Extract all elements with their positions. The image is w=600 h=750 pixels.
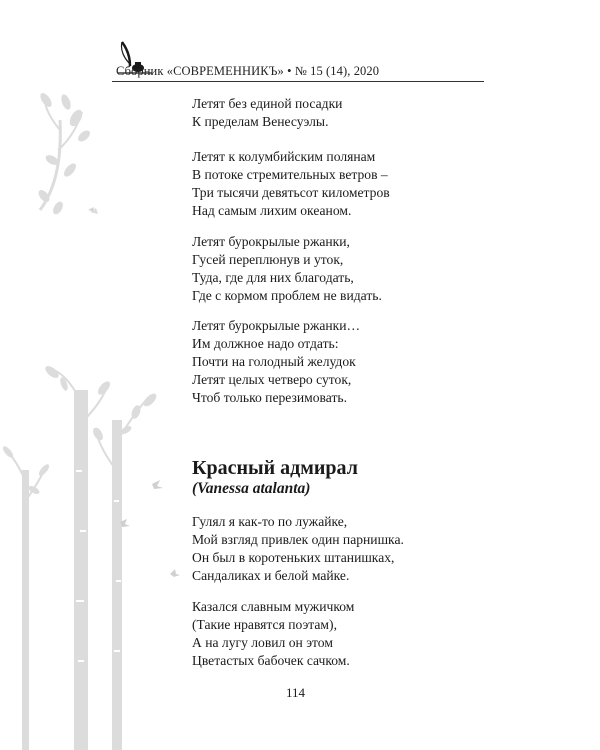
verse-line: Сандаликах и белой майке. xyxy=(192,568,350,584)
verse-line: Им должное надо отдать: xyxy=(192,336,339,352)
verse-line: Цветастых бабочек сачком. xyxy=(192,653,350,669)
verse-line: Три тысячи девятьсот километров xyxy=(192,185,390,201)
poem-subtitle: (Vanessa atalanta) xyxy=(192,480,311,497)
verse-line: Казался славным мужичком xyxy=(192,599,355,614)
verse-line: Он был в коротеньких штанишках, xyxy=(192,550,395,566)
verse-line: Мой взгляд привлек один парнишка. xyxy=(192,532,404,548)
verse-line: Гулял я как-то по лужайке, xyxy=(192,514,348,529)
verse-line: Гусей переплюнув и уток, xyxy=(192,252,344,268)
poem1-stanza xyxy=(192,95,342,131)
poem1-stanza xyxy=(192,148,390,220)
page-number: 114 xyxy=(286,685,306,700)
verse-line: Летят к колумбийским полянам xyxy=(192,149,376,164)
verse-line: (Такие нравятся поэтам), xyxy=(192,617,337,633)
verse-line: Летят целых четверо суток, xyxy=(192,372,352,388)
verse-line: Почти на голодный желудок xyxy=(192,354,356,370)
verse-line: Летят без единой посадки xyxy=(192,96,343,111)
verse-line: В потоке стремительных ветров – xyxy=(192,167,388,183)
verse-line: Летят бурокрылые ржанки… xyxy=(192,318,361,333)
verse-line: Чтоб только перезимовать. xyxy=(192,390,347,406)
header-divider xyxy=(112,81,484,82)
poem1-stanza xyxy=(192,317,360,407)
poem1-stanza xyxy=(192,233,382,305)
birch-tree-decoration xyxy=(0,0,200,750)
verse-line: Летят бурокрылые ржанки, xyxy=(192,234,350,249)
verse-line: Туда, где для них благодать, xyxy=(192,270,354,286)
verse-line: Где с кормом проблем не видать. xyxy=(192,288,382,304)
verse-line: А на лугу ловил он этом xyxy=(192,635,333,651)
poem2-stanza xyxy=(192,513,404,585)
verse-line: К пределам Венесуэлы. xyxy=(192,114,329,130)
poem2-stanza xyxy=(192,598,354,670)
poem-title: Красный адмирал xyxy=(192,457,358,479)
running-header: Сборник «СОВРЕМЕННИКЪ» • № 15 (14), 2020 xyxy=(116,64,380,78)
verse-line: Над самым лихим океаном. xyxy=(192,203,352,219)
